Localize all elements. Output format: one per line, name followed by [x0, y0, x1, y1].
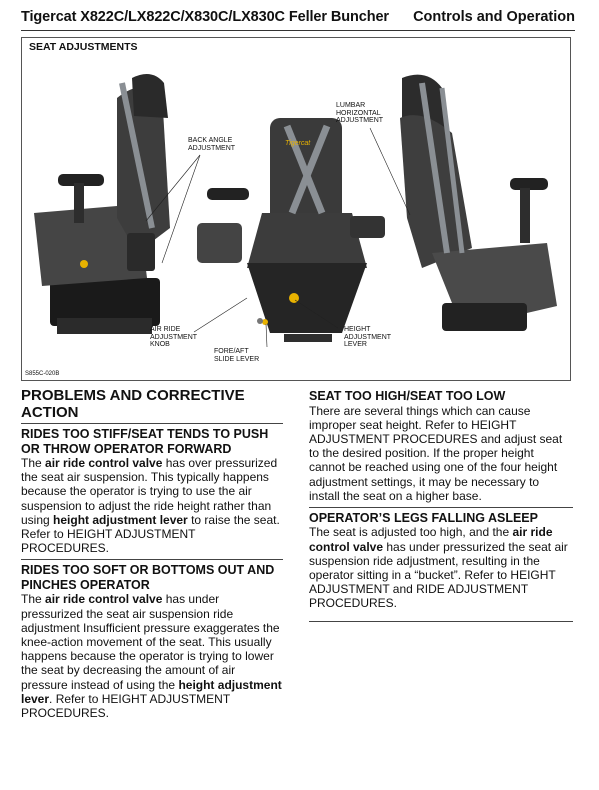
rides-too-stiff-text: The air ride control valve has over pressurized the seat air suspension. This typically happens because the operator is trying to use the air suspension to adjust the ride height rather than using height adjustment lever to raise the seat. Refer to HEIGHT ADJUSTMENT PROCEDURES.: [21, 456, 280, 556]
right-column: [309, 389, 573, 622]
section-rule: [21, 559, 283, 560]
rides-too-soft-heading: RIDES TOO SOFT OR BOTTOMS OUT AND PINCHES OPERATOR: [21, 563, 275, 592]
column-end-rule: [309, 621, 573, 622]
seat-right-illustration: [400, 75, 557, 331]
seat-left-illustration: [34, 74, 170, 334]
seat-photo-illustration: [22, 38, 570, 380]
figure-title: SEAT ADJUSTMENTS: [29, 41, 138, 53]
figure-id: S855C-020B: [25, 371, 60, 377]
section-rule: [309, 507, 573, 508]
air-ride-adjustment-knob-callout: AIR RIDE ADJUSTMENT KNOB: [150, 326, 198, 348]
fore-aft-slide-lever-callout: FORE/AFT SLIDE LEVER: [214, 348, 260, 363]
legs-falling-asleep-text: The seat is adjusted too high, and the air ride control valve has under pressurized the seat air suspension ride adjustment, resulting in the operator sitting in a “bucket”. Refer to HEIGHT ADJUSTMENT and RIDE ADJUSTMENT PROCEDURES.: [309, 525, 568, 611]
left-column: [21, 387, 283, 720]
seat-height-heading: SEAT TOO HIGH/SEAT TOO LOW: [309, 389, 506, 403]
rides-too-stiff-heading: RIDES TOO STIFF/SEAT TENDS TO PUSH OR THROW OPERATOR FORWARD: [21, 427, 269, 456]
legs-falling-asleep-heading: OPERATOR’S LEGS FALLING ASLEEP: [309, 510, 538, 525]
back-angle-adjustment-callout: BACK ANGLE ADJUSTMENT: [188, 137, 236, 152]
rides-too-soft-text: The air ride control valve has under pressurized the seat air suspension ride adjustment Insufficient pressure exaggerates the knee-action movement of the seat. This usually happens because the operator is trying to lower the seat by decreasing the amount of air pressure instead of using the height adjustment lever. Refer to HEIGHT ADJUSTMENT PROCEDURES.: [21, 592, 282, 721]
seat-adjustments-figure: [21, 37, 571, 381]
section-title: Controls and Operation: [413, 9, 575, 25]
heading-rule: [21, 423, 283, 424]
seat-brand-label: Tigercat: [285, 140, 311, 147]
header-rule: [21, 30, 575, 31]
lumbar-horizontal-adjustment-callout: LUMBAR HORIZONTAL ADJUSTMENT: [336, 102, 384, 124]
manual-title: Tigercat X822C/LX822C/X830C/LX830C Feller Buncher: [21, 9, 389, 25]
problems-heading: PROBLEMS AND CORRECTIVE ACTION: [21, 387, 245, 421]
height-adjustment-lever-callout: HEIGHT ADJUSTMENT LEVER: [344, 326, 392, 348]
seat-height-text: There are several things which can cause improper seat height. Refer to HEIGHT ADJUSTMENT PROCEDURES and adjust seat to the desired position. If the proper height cannot be reached using one of the four height adjustment settings, it may be necessary to install the seat on a higher base.: [309, 403, 563, 503]
